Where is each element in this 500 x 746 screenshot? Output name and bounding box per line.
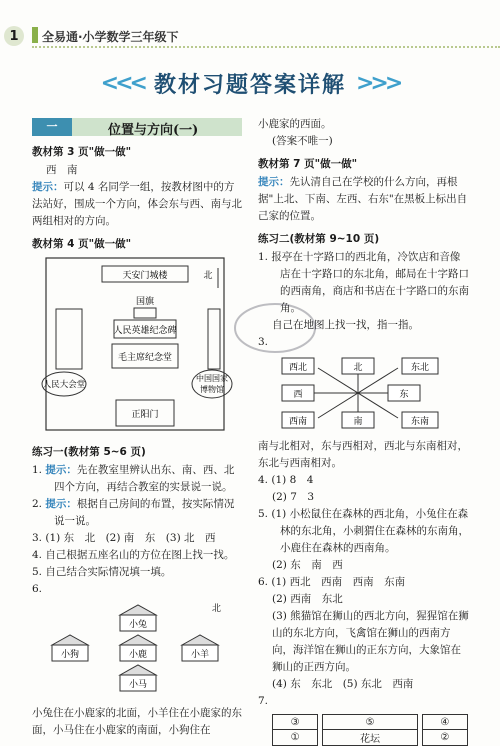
page-header xyxy=(0,0,500,44)
garden-grid xyxy=(272,714,468,746)
answer-note: (答案不唯一) xyxy=(272,135,333,147)
answer-p3: 西 南 xyxy=(46,164,78,176)
chapter-banner xyxy=(0,60,500,106)
ex2-item-4b: (2) 7 3 xyxy=(272,491,315,503)
ex2-item-4: 4. (1) 8 4 xyxy=(258,474,314,486)
heading-p3: 教材第 3 页"做一做" xyxy=(32,146,132,158)
monument-label: 人民英雄纪念碑 xyxy=(113,326,177,336)
heading-p4: 教材第 4 页"做一做" xyxy=(32,238,132,250)
ex2-item-2: 自己在地图上找一找，指一指。 xyxy=(272,319,419,331)
compass-answer: 南与北相对，东与西相对，西北与东南相对，东北与西南相对。 xyxy=(258,440,468,469)
ex1-item-3: 3. (1) 东 北 (2) 南 东 (3) 北 西 xyxy=(32,532,216,544)
left-column xyxy=(32,116,242,739)
ex1-item-4: 4. 自己根据五座名山的方位在图上找一找。 xyxy=(32,549,235,561)
heading-ex1: 练习一(教材第 5~6 页) xyxy=(32,446,146,458)
houses-north-label: 北 xyxy=(212,604,222,614)
animal-houses-diagram xyxy=(32,601,242,705)
ex2-item-6c: (3) 熊猫馆在狮山的西北方向，猩猩馆在狮山的东北方向，飞禽馆在狮山的西南方向，海洋馆在狮山的正东方向，大象馆在狮山的正西方向。 xyxy=(272,610,469,673)
ex2-item-3: 3. xyxy=(258,336,269,348)
museum-label-2: 博物馆 xyxy=(200,385,224,394)
heading-p7: 教材第 7 页"做一做" xyxy=(258,158,358,170)
page-number: 1 xyxy=(4,26,24,46)
deer-house: 小鹿 xyxy=(128,650,148,660)
grid-cell: ① xyxy=(273,730,318,746)
hint-p7: 提示：先认清自己在学校的什么方向，再根据"上北、下南、左西、右东"在黑板上标出自己家的位置。 xyxy=(258,176,468,222)
section-tag: 一 xyxy=(32,118,72,136)
hint-label: 提示： xyxy=(32,181,64,193)
compass-w: 西 xyxy=(293,390,303,400)
watermark-stamp-icon xyxy=(232,300,318,356)
ex2-item-6b: (2) 西南 东北 xyxy=(272,593,343,605)
header-divider xyxy=(32,46,500,48)
compass-se: 东南 xyxy=(410,417,430,427)
ex2-item-5b: (2) 东 南 西 xyxy=(272,559,343,571)
ex2-item-7: 7. xyxy=(258,695,269,707)
ex1-item-6: 6. xyxy=(32,583,43,595)
memorial-label: 毛主席纪念堂 xyxy=(117,353,173,363)
sheep-house: 小羊 xyxy=(190,650,210,660)
ex2-item-1: 1. 报亭在十字路口的西北角，冷饮店和音像店在十字路口的东北角，邮局在十字路口的西南角，商店和书店在十字路口的东南角。 xyxy=(258,251,469,314)
dog-house: 小狗 xyxy=(60,650,80,660)
rabbit-house: 小兔 xyxy=(128,620,148,630)
ex1-item-1: 1. 提示：先在教室里辨认出东、南、西、北四个方向，再结合教室的实景说一说。 xyxy=(32,464,235,493)
left-arrows-icon: <<< xyxy=(100,70,144,96)
grid-cell: ④ xyxy=(422,715,467,730)
compass-s: 南 xyxy=(353,417,363,427)
horse-house: 小马 xyxy=(128,680,148,690)
compass-nw: 西北 xyxy=(288,363,308,373)
grid-cell: ② xyxy=(422,730,467,746)
section-title: 位置与方向(一) xyxy=(108,123,199,138)
grid-cell: ⑤ xyxy=(322,715,417,730)
header-accent-bar xyxy=(32,27,38,43)
map-north-label: 北 xyxy=(203,271,213,281)
grid-center: 花坛 xyxy=(322,730,417,746)
banner-title: 教材习题答案详解 xyxy=(153,72,346,98)
right-column xyxy=(258,116,470,746)
tiananmen-label: 天安门城楼 xyxy=(122,271,168,281)
ex1-item-5: 5. 自己结合实际情况填一填。 xyxy=(32,566,172,578)
book-title: 全易通·小学数学三年级下 xyxy=(42,30,179,44)
hint-p3: 提示：可以 4 名同学一组，按教材图中的方法站好，围成一个方向，体会东与西、南与北两组相对的方向。 xyxy=(32,181,242,227)
gate-label: 正阳门 xyxy=(131,410,159,420)
ex1-item-2: 2. 提示：根据自己房间的布置，按实际情况说一说。 xyxy=(32,498,235,527)
compass-diagram xyxy=(258,354,470,438)
compass-sw: 西南 xyxy=(288,417,308,427)
heading-ex2: 练习二(教材第 9~10 页) xyxy=(258,233,380,245)
right-arrows-icon: >>> xyxy=(356,70,400,96)
houses-answer-cont: 小鹿家的西面。 xyxy=(258,118,332,130)
compass-n: 北 xyxy=(353,363,363,373)
compass-ne: 东北 xyxy=(410,363,430,373)
section-header xyxy=(32,116,242,138)
grid-cell: ③ xyxy=(273,715,318,730)
compass-e: 东 xyxy=(399,390,409,400)
ex2-item-6d: (4) 东 东北 (5) 东北 西南 xyxy=(272,678,414,690)
great-hall-label: 人民大会堂 xyxy=(42,380,86,390)
tiananmen-map xyxy=(32,254,242,438)
museum-label-1: 中国国家 xyxy=(196,374,228,383)
houses-answer: 小兔住在小鹿家的北面，小羊住在小鹿家的东面，小马住在小鹿家的南面，小狗住在 xyxy=(32,707,242,736)
ex2-item-6: 6. (1) 西北 西南 西南 东南 xyxy=(258,576,406,588)
ex2-item-5: 5. (1) 小松鼠住在森林的西北角，小兔住在森林的东北角，小刺猬住在森林的东南角，小鹿住在森林的西南角。 xyxy=(258,508,469,554)
flag-label: 国旗 xyxy=(135,297,155,307)
